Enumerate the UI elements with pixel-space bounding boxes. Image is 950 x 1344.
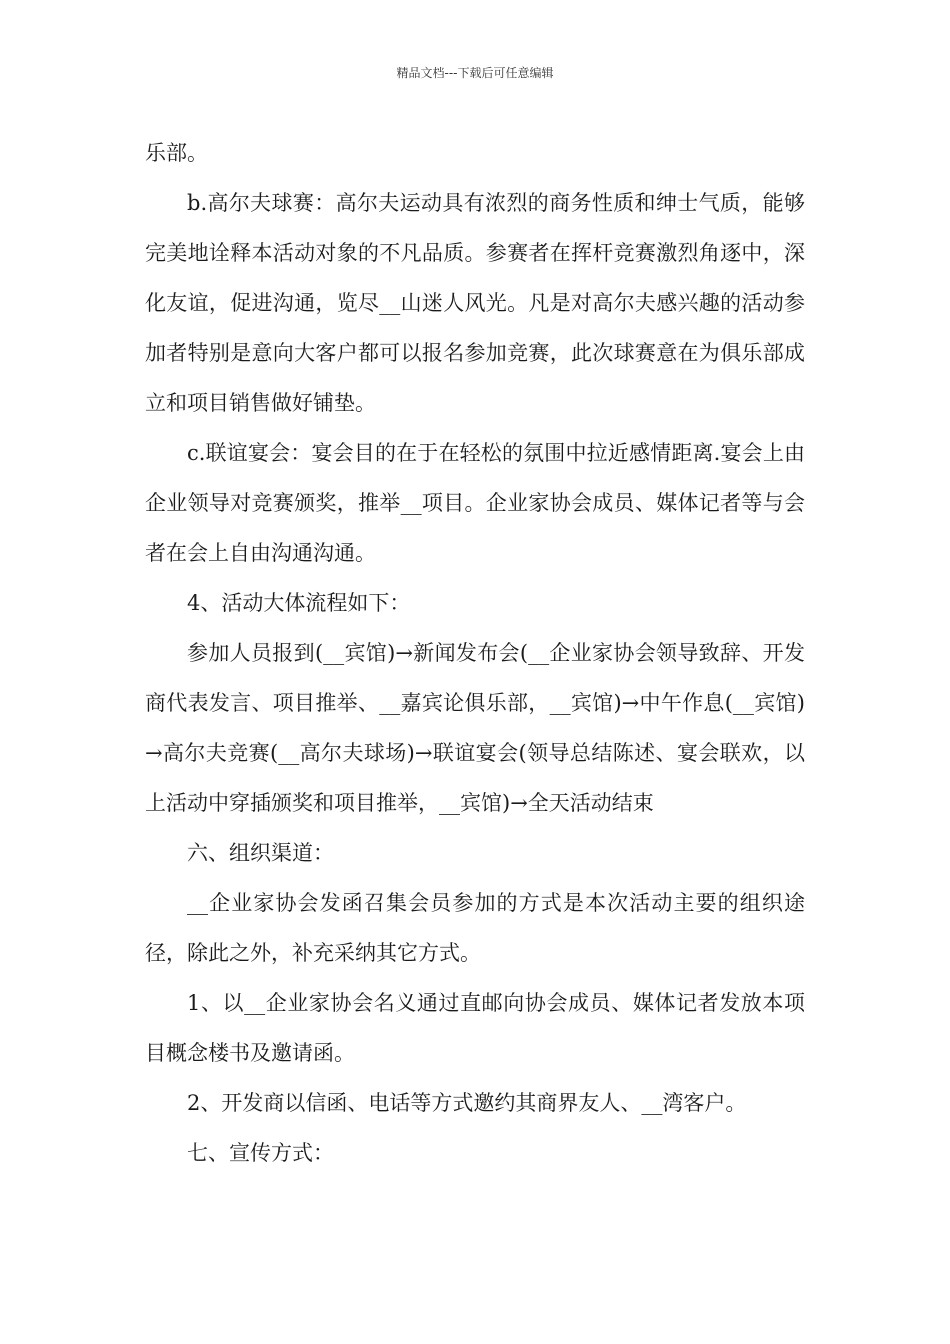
heading-activity-flow: 4、活动大体流程如下： [187,591,411,615]
paragraph-activity-flow: 参加人员报到(__宾馆)→新闻发布会(__企业家协会领导致辞、开发商代表发言、项目推举、__嘉宾论俱乐部，__宾馆)→中午作息(__宾馆)→高尔夫竞赛(__高尔夫球场)→联谊宴会(领导总结陈述、宴会联欢，以上活动中穿插颁奖和项目推举，__宾馆)→全天活动结束 [145,641,805,815]
heading-promotion-methods: 七、宣传方式： [187,1141,334,1165]
paragraph-banquet: c.联谊宴会：宴会目的在于在轻松的氛围中拉近感情距离.宴会上由企业领导对竞赛颁奖，推举__项目。企业家协会成员、媒体记者等与会者在会上自由沟通沟通。 [145,441,805,565]
paragraph-golf-tournament: b.高尔夫球赛：高尔夫运动具有浓烈的商务性质和绅士气质，能够完美地诠释本活动对象的不凡品质。参赛者在挥杆竞赛激烈角逐中，深化友谊，促进沟通，览尽__山迷人风光。凡是对高尔夫感兴趣的活动参加者特别是意向大客户都可以报名参加竞赛，此次球赛意在为俱乐部成立和项目销售做好铺垫。 [145,191,805,415]
list-item-channel-1: 1、以__企业家协会名义通过直邮向协会成员、媒体记者发放本项目概念楼书及邀请函。 [145,991,805,1065]
document-body [145,128,805,1178]
heading-organization-channels: 六、组织渠道： [187,841,334,865]
paragraph-organization-main: __企业家协会发函召集会员参加的方式是本次活动主要的组织途径，除此之外，补充采纳其它方式。 [145,891,805,965]
list-item-channel-2: 2、开发商以信函、电话等方式邀约其商界友人、__湾客户。 [187,1091,747,1115]
page-header: 精品文档---下载后可任意编辑 [396,66,554,80]
paragraph-continuation: 乐部。 [145,141,208,165]
